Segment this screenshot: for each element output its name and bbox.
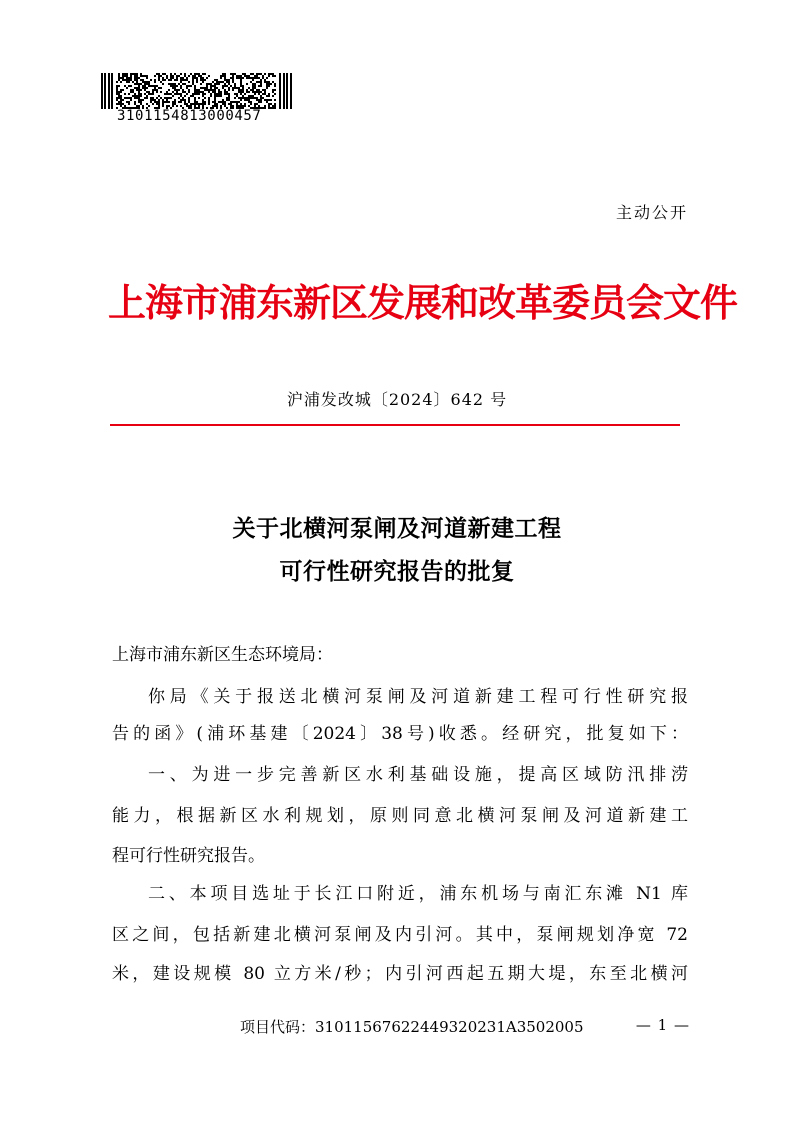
letterhead-divider: [110, 424, 680, 426]
body-line: 能力，根据新区水利规划，原则同意北横河泵闸及河道新建工: [112, 806, 688, 826]
salutation: 上海市浦东新区生态环境局：: [112, 645, 333, 665]
body-line: 告的函》(浦环基建〔2024〕38号)收悉。经研究，批复如下：: [112, 724, 688, 744]
body-line: 一、为进一步完善新区水利基础设施，提高区域防汛排涝: [148, 765, 688, 785]
document-title-line-2: 可行性研究报告的批复: [279, 558, 515, 585]
project-code: 项目代码：31011567622449320231A3502005: [240, 1018, 584, 1036]
page-number: — 1 —: [635, 1016, 690, 1034]
disclosure-label: 主动公开: [615, 203, 688, 222]
barcode-image: [101, 73, 293, 109]
letterhead-title: 上海市浦东新区发展和改革委员会文件: [108, 280, 738, 325]
body-line: 二、本项目选址于长江口附近，浦东机场与南汇东滩 N1 库: [148, 884, 688, 904]
barcode-number: 3101154813000457: [117, 108, 262, 124]
document-title-line-1: 关于北横河泵闸及河道新建工程: [232, 515, 562, 542]
body-line: 程可行性研究报告。: [112, 846, 265, 866]
body-line: 区之间，包括新建北横河泵闸及内引河。其中，泵闸规划净宽 72: [112, 925, 688, 945]
document-number: 沪浦发改城〔2024〕642 号: [286, 390, 508, 409]
body-line: 你局《关于报送北横河泵闸及河道新建工程可行性研究报: [148, 687, 688, 707]
body-line: 米，建设规模 80 立方米/秒；内引河西起五期大堤，东至北横河: [112, 964, 688, 984]
